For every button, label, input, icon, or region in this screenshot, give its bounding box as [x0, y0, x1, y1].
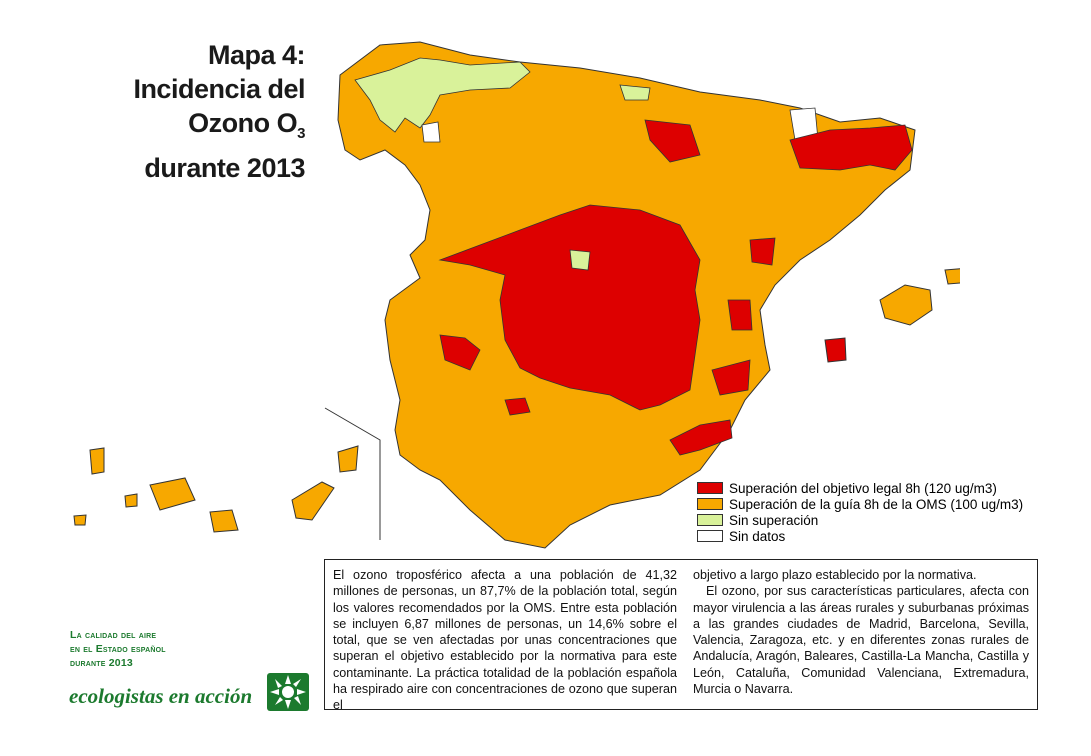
spain-ozone-map	[60, 30, 960, 550]
description-column-1	[325, 560, 685, 713]
description-paragraph: El ozono troposférico afecta a una población de 41,32 millones de personas, un 87,7% de la población total, según los valores recomendados por la OMS. Entre esta población se incluyen 6,87 millones de personas, un 14,6% sobre el total, que se ven afectadas por unas concentraciones que superan el objetivo establecido por la normativa para este contaminante. La práctica totalidad de la población española ha respirado aire con concentraciones de ozono que superan el	[333, 568, 677, 713]
description-paragraph: objetivo a largo plazo establecido por la normativa.	[693, 568, 977, 582]
ecologistas-logo-icon	[266, 672, 310, 712]
canary-gran-canaria	[210, 510, 238, 532]
nodata-galicia	[422, 122, 440, 142]
legend-item: Superación de la guía 8h de la OMS (100 ug/m3)	[697, 496, 1023, 512]
title-line-4: durante 2013	[144, 153, 305, 183]
ibiza	[825, 338, 846, 362]
red-teruel	[750, 238, 775, 265]
map-legend	[697, 480, 1023, 544]
green-madrid-north	[570, 250, 590, 270]
legend-item: Sin datos	[697, 528, 1023, 544]
red-andalusia	[505, 398, 530, 415]
menorca	[945, 268, 960, 284]
legend-swatch	[697, 530, 723, 542]
title-line-1: Mapa 4:	[207, 40, 305, 70]
brand-name: ecologistas en acción	[69, 684, 253, 708]
legend-swatch	[697, 498, 723, 510]
legend-item: Sin superación	[697, 512, 1023, 528]
red-valencia	[728, 300, 752, 330]
canary-gomera	[125, 494, 137, 507]
description-paragraph: El ozono, por sus características particulares, afecta con mayor virulencia a las áreas rurales y suburbanas próximas a las grandes ciudades de Madrid, Barcelona, Sevilla, Valencia, Zaragoza, etc. y en diferentes zonas rurales de Andalucía, Aragón, Baleares, Castilla-La Mancha, Castilla y León, Cataluña, Comunidad Valenciana, Extremadura, Murcia o Navarra.	[693, 584, 1029, 697]
title-line-3: Ozono $O_3$	[188, 108, 305, 142]
canary-la-palma	[90, 448, 104, 474]
canary-hierro	[74, 515, 86, 525]
canary-lanzarote	[338, 446, 358, 472]
description-box	[324, 559, 1038, 713]
green-cantabria	[620, 85, 650, 100]
mallorca	[880, 285, 932, 325]
canary-fuerteventura	[292, 482, 334, 520]
canary-tenerife	[150, 478, 195, 510]
legend-swatch	[697, 514, 723, 526]
report-title: La calidad del aire en el Estado español durante 2013	[70, 629, 166, 669]
inset-frame	[325, 408, 380, 540]
legend-item: Superación del objetivo legal 8h (120 ug/m3)	[697, 480, 1023, 496]
title-line-2: Incidencia del	[133, 74, 305, 104]
legend-swatch	[697, 482, 723, 494]
description-column-2	[685, 560, 1037, 709]
